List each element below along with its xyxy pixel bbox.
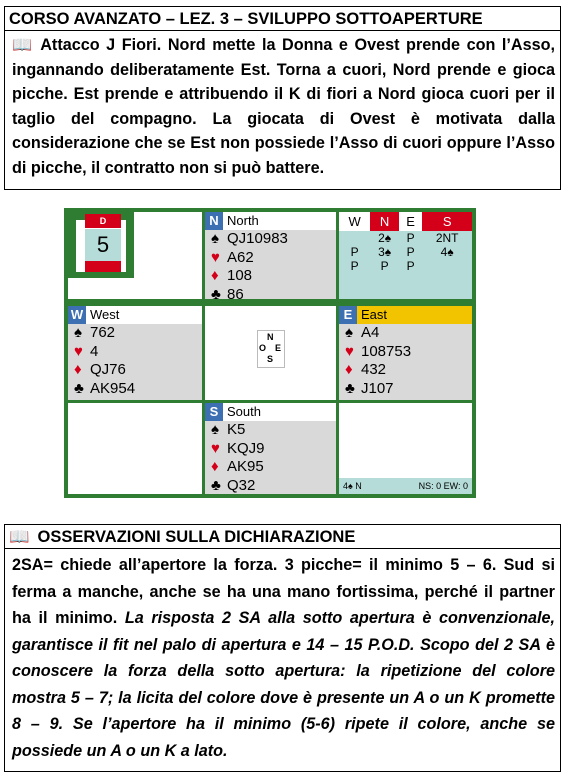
- lesson-title: [4, 6, 561, 30]
- north-label: North: [227, 213, 259, 228]
- heart-icon: ♥: [211, 439, 220, 457]
- spade-icon: ♠: [211, 421, 219, 438]
- bid: 2♠: [378, 231, 392, 245]
- west-hearts: 4: [90, 342, 99, 360]
- west-diamonds: QJ76: [90, 361, 126, 378]
- south-spades: K5: [227, 421, 246, 438]
- club-icon: ♣: [345, 379, 355, 397]
- diamond-icon: ♦: [345, 361, 353, 378]
- spade-icon: ♠: [74, 324, 82, 341]
- board-number: 5: [85, 229, 121, 261]
- east-clubs: J107: [361, 379, 394, 397]
- auction-header-w: W: [339, 212, 370, 231]
- observations-header: [4, 524, 561, 548]
- intro-text: Attacco J Fiori. Nord mette la Donna e Ovest prende con l’Asso, ingannando deliberatamente Est. Torna a cuori, Nord prende e gioca picche. Est prende e attribuendo il K di fiori a Nord gioca cuori per il taglio del compagno. La giocata di Ovest è motivata dalla considerazione che se Est non possiede l’Asso di cuori oppure l’Asso di picche, il contratto non si può battere.: [12, 36, 556, 177]
- auction-table: [339, 212, 472, 273]
- auction-header-e: E: [399, 212, 422, 231]
- east-diamonds: 432: [361, 361, 387, 378]
- heart-icon: ♥: [345, 342, 354, 360]
- bid: [422, 259, 472, 273]
- observations-paragraph: [5, 549, 560, 764]
- west-seat: W: [68, 306, 86, 324]
- bid: [339, 231, 370, 245]
- compass-s: S: [267, 354, 274, 364]
- east-label: East: [361, 307, 388, 322]
- east-seat: E: [339, 306, 357, 324]
- observations-box: [4, 548, 561, 772]
- north-spades: QJ10983: [227, 230, 288, 247]
- bid: P: [406, 245, 415, 259]
- north-hearts: A62: [227, 248, 254, 266]
- compass-n: N: [267, 332, 274, 342]
- diamond-icon: ♦: [211, 458, 219, 475]
- intro-paragraph: [5, 31, 560, 180]
- result-cell: [339, 403, 472, 494]
- club-icon: ♣: [211, 285, 221, 303]
- spade-icon: ♠: [211, 230, 219, 247]
- west-clubs: AK954: [90, 379, 136, 397]
- heart-icon: ♥: [74, 342, 83, 360]
- east-spades: A4: [361, 324, 380, 341]
- north-seat: N: [205, 212, 223, 230]
- west-hand: [68, 306, 202, 400]
- blank-cell: [68, 403, 202, 494]
- trick-count: NS: 0 EW: 0: [418, 481, 468, 491]
- lesson-title-text: CORSO AVANZATO – LEZ. 3 – SVILUPPO SOTTOAPERTURE: [9, 10, 483, 28]
- bid: 2NT: [435, 231, 459, 245]
- heart-icon: ♥: [211, 248, 220, 266]
- club-icon: ♣: [211, 476, 221, 494]
- bid: P: [406, 259, 415, 273]
- deal-diagram: [64, 208, 476, 498]
- diamond-icon: ♦: [211, 267, 219, 284]
- west-label: West: [90, 307, 120, 322]
- auction-row: [339, 245, 472, 259]
- compass-icon: [257, 330, 285, 368]
- east-hearts: 108753: [361, 342, 412, 360]
- observations-text: 2SA= chiede all’apertore la forza. 3 picche= il minimo 5 – 6. Sud si ferma a manche, anche se ha una mano fortissima, perché il partner ha il minimo.: [12, 556, 555, 627]
- diamond-icon: ♦: [74, 361, 82, 378]
- bid: P: [406, 231, 415, 245]
- compass-o: O: [259, 343, 267, 353]
- compass-cell: [205, 306, 336, 400]
- south-hearts: KQJ9: [227, 439, 265, 457]
- bid: P: [380, 259, 389, 273]
- bid: 4♠: [440, 245, 454, 259]
- west-spades: 762: [90, 324, 116, 341]
- south-label: South: [227, 404, 261, 419]
- observations-italic-text: La risposta 2 SA alla sotto apertura è convenzionale, garantisce il fit nel palo di apertura e 14 – 15 P.O.D. Scopo del 2 SA è conoscere la forza della sotto apertura: la ripetizione del colore mostra 5 – 7; la licita del colore dove è presente un A o un K promette 8 – 9. Se l’apertore ha il minimo (5-6) ripete il colore, anche se possiede un A o un K a lato.: [12, 609, 556, 760]
- intro-box: [4, 30, 561, 190]
- dealer-marker: D: [85, 214, 121, 228]
- south-hand: [205, 403, 336, 494]
- spade-icon: ♠: [345, 324, 353, 341]
- contract: 4♠ N: [343, 481, 362, 491]
- club-icon: ♣: [74, 379, 84, 397]
- auction-row: [339, 231, 472, 245]
- auction-box: [339, 212, 472, 299]
- north-clubs: 86: [227, 285, 244, 303]
- auction-header-s: S: [422, 212, 472, 231]
- auction-header-n: N: [370, 212, 399, 231]
- book-icon: 📖: [9, 528, 30, 546]
- compass-e: E: [275, 343, 282, 353]
- board-cell: [68, 212, 202, 299]
- bid: P: [350, 245, 359, 259]
- south-diamonds: AK95: [227, 458, 264, 475]
- south-clubs: Q32: [227, 476, 256, 494]
- observations-title: OSSERVAZIONI SULLA DICHIARAZIONE: [37, 528, 356, 546]
- result-bar: [339, 478, 472, 494]
- auction-row: [339, 259, 472, 273]
- book-icon: 📖: [12, 36, 35, 54]
- north-hand: [205, 212, 336, 303]
- north-diamonds: 108: [227, 267, 253, 284]
- bid: P: [350, 259, 359, 273]
- east-hand: [339, 306, 472, 400]
- bid: 3♠: [378, 245, 392, 259]
- south-seat: S: [205, 403, 223, 421]
